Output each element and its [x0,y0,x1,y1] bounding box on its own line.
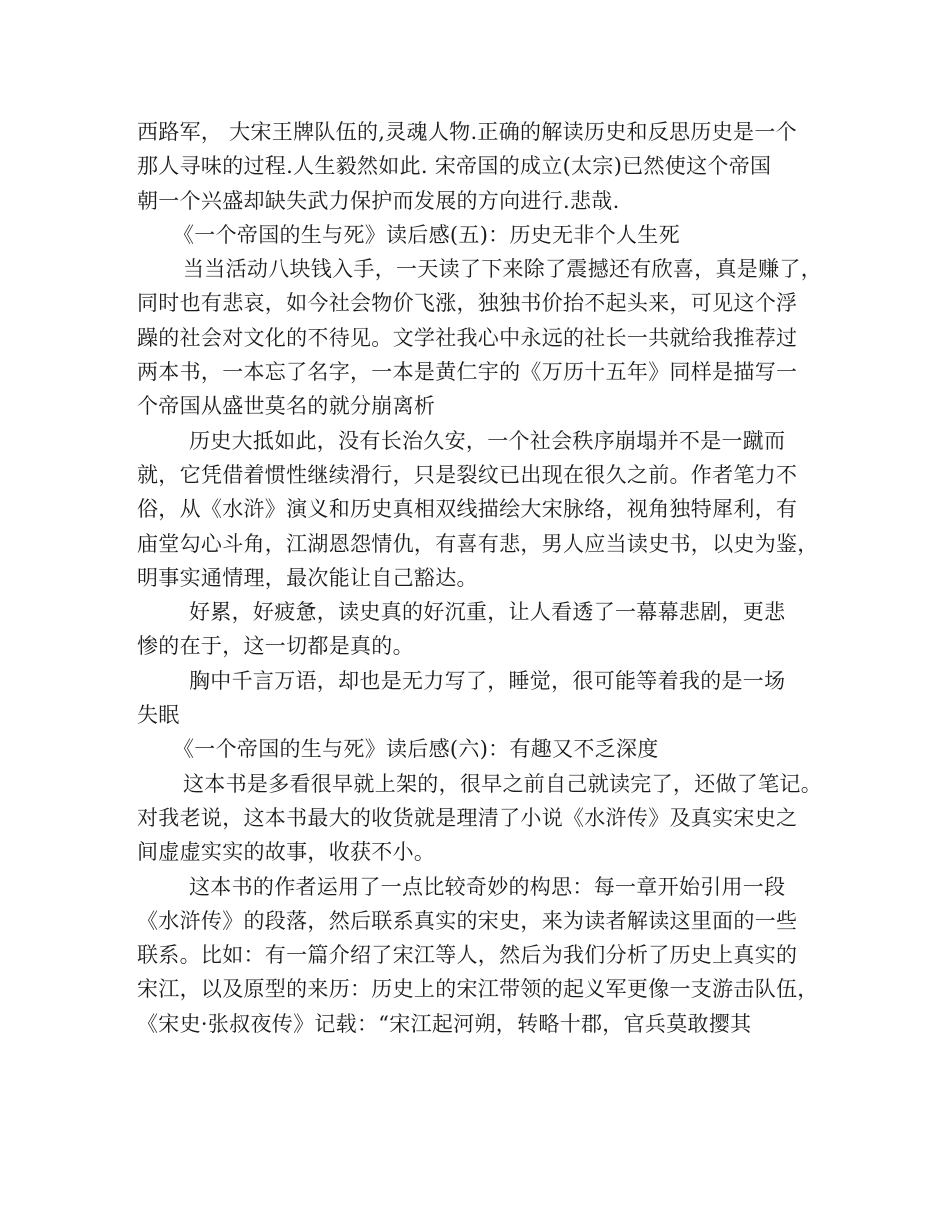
text-line: 对我老说，这本书最大的收货就是理清了小说《水浒传》及真实宋史之 [137,805,798,830]
text-line: 就，它凭借着惯性继续滑行，只是裂纹已出现在很久之前。作者笔力不 [137,462,798,487]
text-line: 这本书是多看很早就上架的，很早之前自己就读完了，还做了笔记。 [183,771,822,796]
text-line: 躁的社会对文化的不待见。文学社我心中永远的社长一共就给我推荐过 [137,325,798,350]
text-line: 朝一个兴盛却缺失武力保护而发展的方向进行.悲哉. [137,188,620,213]
text-line: 惨的在于，这一切都是真的。 [137,634,414,659]
text-line: 明事实通情理，最次能让自己豁达。 [137,565,478,590]
text-line: 《宋史·张叔夜传》记载：“宋江起河朔，转略十郡，官兵莫敢撄其 [137,1011,752,1036]
body-text [137,115,837,1041]
text-line: 历史大抵如此，没有长治久安，一个社会秩序崩塌并不是一蹴而 [189,428,786,453]
text-line: 当当活动八块钱入手，一天读了下来除了震撼还有欣喜，真是赚了， [183,257,822,282]
text-line: 个帝国从盛世莫名的就分崩离析 [137,394,436,419]
text-line: 失眠 [137,703,180,728]
text-line: 俗，从《水浒》演义和历史真相双线描绘大宋脉络，视角独特犀利，有 [137,497,798,522]
text-line: 间虚虚实实的故事，收获不小。 [137,840,436,865]
section-heading: 《一个帝国的生与死》读后感(五)：历史无非个人生死 [173,222,680,247]
text-line: 《水浒传》的段落，然后联系真实的宋史，来为读者解读这里面的一些 [137,908,798,933]
text-line: 好累，好疲惫，读史真的好沉重，让人看透了一幕幕悲剧，更悲 [189,600,786,625]
text-line: 同时也有悲哀，如今社会物价飞涨，独独书价抬不起头来，可见这个浮 [137,291,798,316]
section-heading: 《一个帝国的生与死》读后感(六)：有趣又不乏深度 [173,737,659,762]
text-line: 联系。比如：有一篇介绍了宋江等人，然后为我们分析了历史上真实的 [137,943,798,968]
text-line: 这本书的作者运用了一点比较奇妙的构思：每一章开始引用一段 [189,874,786,899]
text-line: 两本书，一本忘了名字，一本是黄仁宇的《万历十五年》同样是描写一 [137,360,798,385]
text-line: 宋江，以及原型的来历：历史上的宋江带领的起义军更像一支游击队伍， [137,977,819,1002]
text-line: 胸中千言万语，却也是无力写了，睡觉，很可能等着我的是一场 [189,668,786,693]
text-line: 庙堂勾心斗角，江湖恩怨情仇，有喜有悲，男人应当读史书，以史为鉴， [137,531,819,556]
text-line: 西路军， 大宋王牌队伍的,灵魂人物.正确的解读历史和反思历史是一个 [137,120,797,144]
text-line: 那人寻味的过程.人生毅然如此. 宋帝国的成立(太宗)已然使这个帝国 [137,154,772,179]
